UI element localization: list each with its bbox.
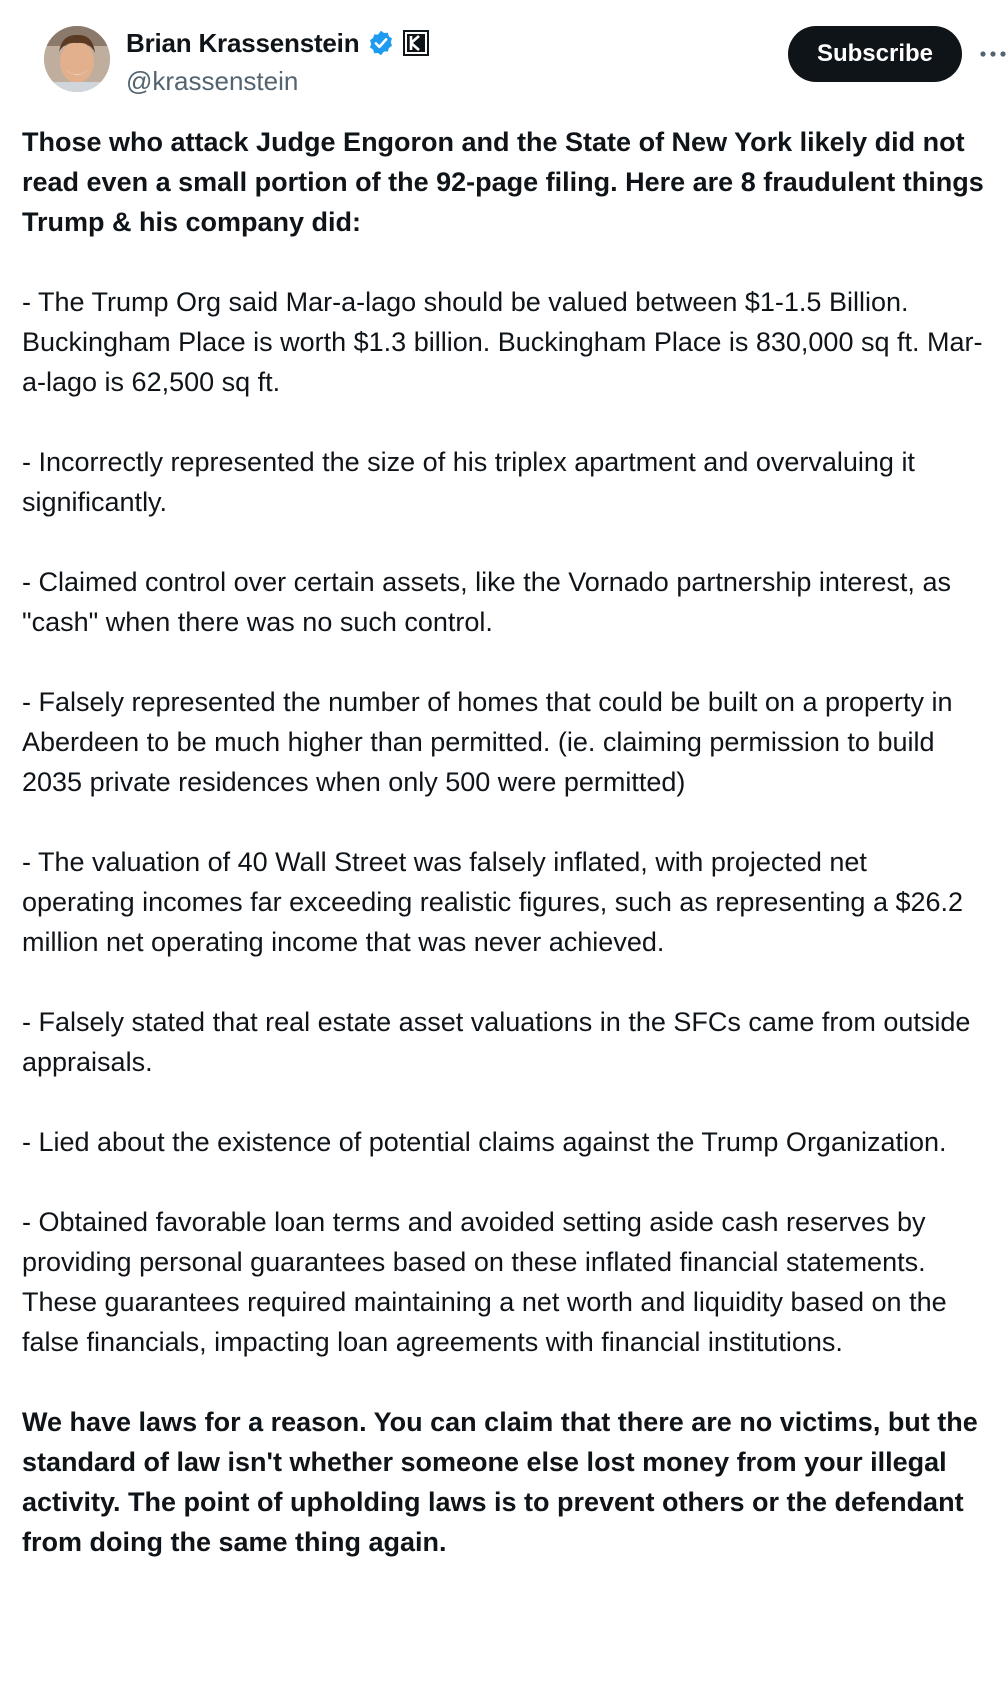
subscribe-button[interactable]: Subscribe (788, 26, 962, 82)
tweet-point: - Incorrectly represented the size of his triplex apartment and overvaluing it significantly. (22, 447, 915, 517)
tweet-point: - The valuation of 40 Wall Street was falsely inflated, with projected net operating incomes far exceeding realistic figures, such as representing a $26.2 million net operating income that was never achieved. (22, 847, 964, 957)
tweet-header (22, 0, 984, 110)
author-block (126, 26, 429, 97)
author-handle[interactable]: @krassenstein (126, 66, 299, 96)
tweet-conclusion: We have laws for a reason. You can claim that there are no victims, but the standard of law isn't whether someone else lost money from your illegal activity. The point of upholding laws is to prevent others or the defendant from doing the same thing again. (22, 1407, 978, 1557)
tweet-intro: Those who attack Judge Engoron and the State of New York likely did not read even a small portion of the 92-page filing. Here are 8 fraudulent things Trump & his company did: (22, 127, 984, 237)
tweet-point: - Falsely represented the number of homes that could be built on a property in Aberdeen to be much higher than permitted. (ie. claiming permission to build 2035 private residences when only 500 were permitted) (22, 687, 953, 797)
tweet-text (22, 122, 984, 1602)
affiliate-k-icon[interactable] (403, 30, 429, 56)
tweet-point: - The Trump Org said Mar-a-lago should be valued between $1-1.5 Billion. Buckingham Place is worth $1.3 billion. Buckingham Place is 830,000 sq ft. Mar-a-lago is 62,500 sq ft. (22, 287, 983, 397)
tweet-point: - Falsely stated that real estate asset valuations in the SFCs came from outside appraisals. (22, 1007, 971, 1077)
tweet-point: - Claimed control over certain assets, like the Vornado partnership interest, as "cash" when there was no such control. (22, 567, 951, 637)
verified-badge-icon (367, 29, 395, 57)
author-name[interactable]: Brian Krassenstein (126, 27, 360, 58)
avatar-photo (44, 26, 110, 92)
tweet-point: - Obtained favorable loan terms and avoided setting aside cash reserves by providing personal guarantees based on these inflated financial statements. These guarantees required maintaining a net worth and liquidity based on the false financials, impacting loan agreements with financial institutions. (22, 1207, 947, 1357)
tweet-point: - Lied about the existence of potential claims against the Trump Organization. (22, 1127, 947, 1157)
avatar[interactable] (44, 26, 110, 92)
author-name-row (126, 26, 429, 60)
more-options-icon[interactable] (978, 44, 1006, 64)
